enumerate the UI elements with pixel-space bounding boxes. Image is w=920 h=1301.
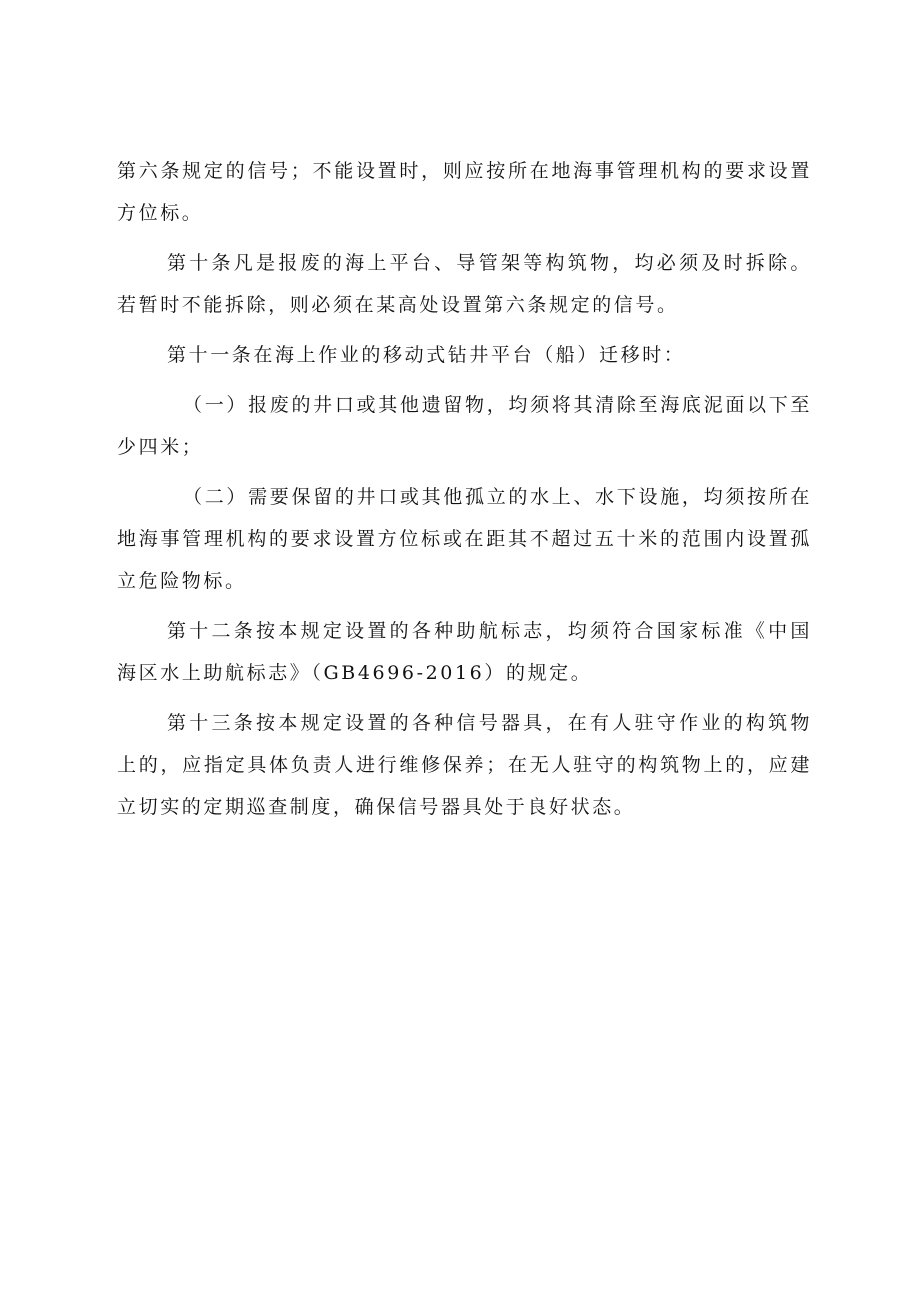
document-body [117, 150, 812, 828]
paragraph-article-13: 第十三条按本规定设置的各种信号器具，在有人驻守作业的构筑物上的，应指定具体负责人进行维修保养；在无人驻守的构筑物上的，应建立切实的定期巡查制度，确保信号器具处于良好状态。 [117, 712, 812, 818]
paragraph-article-6-continued: 第六条规定的信号；不能设置时，则应按所在地海事管理机构的要求设置方位标。 [117, 160, 812, 224]
paragraph-article-11: 第十一条在海上作业的移动式钻井平台（船）迁移时： [167, 344, 686, 366]
paragraph-article-12: 第十二条按本规定设置的各种助航标志，均须符合国家标准《中国海区水上助航标志》（GB4696-2016）的规定。 [117, 620, 812, 684]
paragraph-article-10: 第十条凡是报废的海上平台、导管架等构筑物，均必须及时拆除。若暂时不能拆除，则必须在某高处设置第六条规定的信号。 [117, 252, 812, 316]
paragraph-article-11-item-1: （一）报废的井口或其他遗留物，均须将其清除至海底泥面以下至少四米； [117, 394, 812, 458]
paragraph-article-11-item-2: （二）需要保留的井口或其他孤立的水上、水下设施，均须按所在地海事管理机构的要求设置方位标或在距其不超过五十米的范围内设置孤立危险物标。 [117, 486, 812, 592]
